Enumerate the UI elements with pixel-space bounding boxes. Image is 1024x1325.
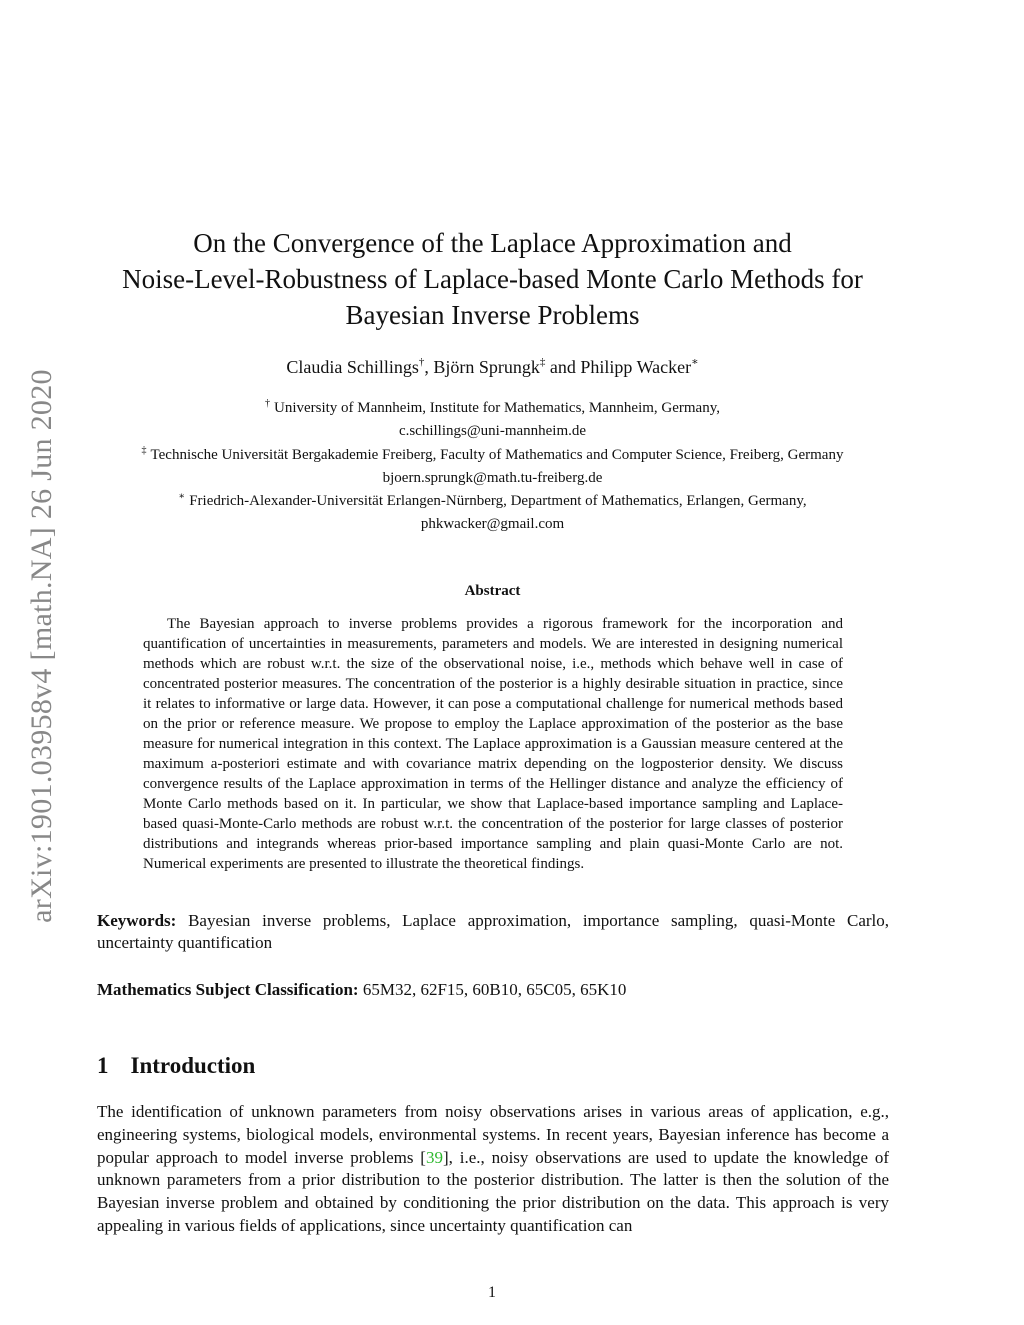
title-line: Bayesian Inverse Problems bbox=[345, 300, 640, 330]
affiliation-mark: ∗ bbox=[178, 491, 186, 502]
title-line: Noise-Level-Robustness of Laplace-based Monte Carlo Methods for bbox=[122, 264, 863, 294]
affiliation-line bbox=[90, 444, 895, 467]
intro-text: ], i.e., noisy observations are used to update the knowledge of unknown parameters from a prior distribution to the posterior distribution. The latter is then the solution of the Bayesian inverse problem and obtained by conditioning the prior distribution on the data. This approach is very appealing in various fields of applications, since uncertainty quantification can bbox=[97, 1147, 890, 1235]
affiliation-text: Technische Universität Bergakademie Freiberg, Faculty of Mathematics and Computer Science, Freiberg, Germany bbox=[150, 447, 844, 463]
abstract-text: The Bayesian approach to inverse problems provides a rigorous framework for the incorporation and quantification of uncertainties in measurements, parameters and models. We are interested in designing numerical methods which are robust w.r.t. the size of the observational noise, i.e., methods which behave well in case of concentrated posterior measures. The concentration of the posterior is a highly desirable situation in practice, since it relates to informative or large data. However, it can pose a computational challenge for numerical methods based on the prior or reference measure. We propose to employ the Laplace approximation of the posterior as the base measure for numerical integration in this context. The Laplace approximation is a Gaussian measure centered at the maximum a-posteriori estimate and with covariance matrix depending on the logposterior density. We discuss convergence results of the Laplace approximation in terms of the Hellinger distance and analyze the efficiency of Monte Carlo methods based on it. In particular, we show that Laplace-based importance sampling and Laplace-based quasi-Monte-Carlo methods are robust w.r.t. the concentration of the posterior for large classes of posterior distributions and integrands whereas prior-based importance sampling and plain quasi-Monte Carlo are not. Numerical experiments are presented to illustrate the theoretical findings. bbox=[143, 616, 843, 872]
author-name: Philipp Wacker bbox=[580, 357, 692, 377]
msc-text: 65M32, 62F15, 60B10, 65C05, 65K10 bbox=[362, 980, 627, 999]
introduction-paragraph bbox=[97, 1101, 889, 1238]
author-separator: , bbox=[424, 357, 434, 377]
author-list bbox=[90, 355, 895, 379]
author-name: Björn Sprungk bbox=[433, 357, 540, 377]
author-mark: † bbox=[418, 356, 425, 368]
affiliation-erlangen bbox=[90, 490, 895, 536]
section-heading bbox=[97, 1053, 255, 1079]
affiliation-line bbox=[90, 397, 895, 420]
page-number: 1 bbox=[488, 1284, 496, 1301]
paper-title bbox=[90, 225, 895, 333]
author-separator: and bbox=[545, 357, 581, 377]
affiliation-mark: ‡ bbox=[141, 445, 147, 456]
affiliation-text: University of Mannheim, Institute for Mathematics, Mannheim, Germany, bbox=[273, 400, 720, 416]
arxiv-identifier-stamp: arXiv:1901.03958v4 [math.NA] 26 Jun 2020 bbox=[25, 369, 58, 923]
msc-label: Mathematics Subject Classification: bbox=[97, 980, 359, 999]
affiliation-text: Friedrich-Alexander-Universität Erlangen-Nürnberg, Department of Mathematics, Erlangen, Germany, bbox=[189, 493, 807, 509]
author-mark: ‡ bbox=[539, 356, 546, 368]
citation-link[interactable]: 39 bbox=[425, 1147, 443, 1167]
affiliation-line bbox=[90, 490, 895, 513]
title-line: On the Convergence of the Laplace Approximation and bbox=[193, 228, 792, 258]
affiliation-email: phkwacker@gmail.com bbox=[420, 516, 565, 532]
section-number: 1 bbox=[97, 1053, 109, 1078]
affiliation-freiberg bbox=[90, 444, 895, 490]
affiliation-mannheim bbox=[90, 397, 895, 443]
author-name: Claudia Schillings bbox=[286, 357, 419, 377]
author-mark: ∗ bbox=[691, 356, 699, 368]
keywords-label: Keywords: bbox=[97, 911, 177, 930]
keywords-paragraph bbox=[97, 910, 889, 954]
affiliation-email: bjoern.sprungk@math.tu-freiberg.de bbox=[382, 470, 603, 486]
intro-text: The identification of unknown parameters from noisy observations arises in various areas of application, e.g., engineering systems, biological models, environmental systems. In recent years, Bayesian inference has become a popular approach to model inverse problems [ bbox=[97, 1102, 889, 1167]
keywords-text: Bayesian inverse problems, Laplace approximation, importance sampling, quasi-Monte Carlo, uncertainty quantification bbox=[97, 911, 889, 952]
affiliation-email: c.schillings@uni-mannheim.de bbox=[398, 423, 587, 439]
affiliation-mark: † bbox=[264, 398, 270, 409]
section-title: Introduction bbox=[130, 1053, 256, 1078]
msc-paragraph bbox=[97, 979, 889, 1001]
abstract-heading: Abstract bbox=[464, 583, 521, 599]
